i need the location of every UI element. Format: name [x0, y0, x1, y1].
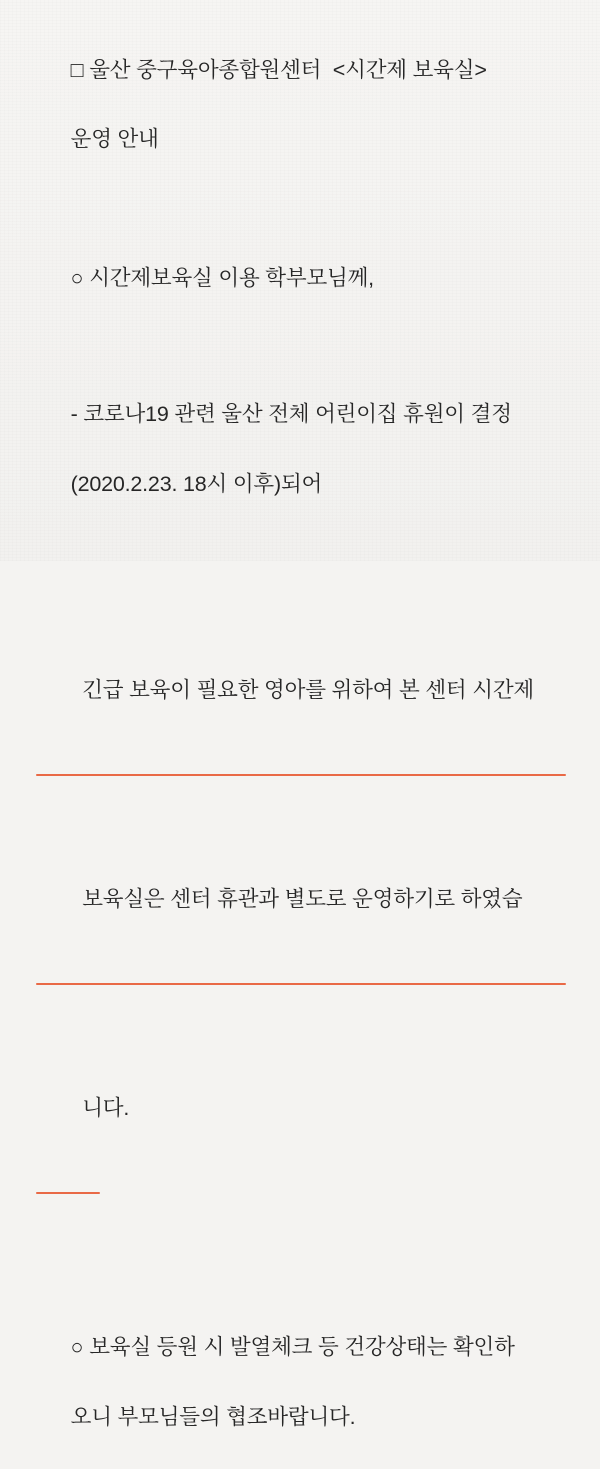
- health-line-2: 오니 부모님들의 협조바랍니다.: [70, 1404, 356, 1429]
- emergency-line-2-wrap: [36, 847, 566, 986]
- emergency-line-1-wrap: [36, 638, 566, 777]
- spacer: [36, 537, 566, 569]
- emergency-line-3-wrap: [36, 1056, 566, 1195]
- health-line-1: ○ 보육실 등원 시 발열체크 등 건강상태는 확인하: [70, 1335, 515, 1360]
- spacer: [36, 1265, 566, 1295]
- document-body: [36, 18, 566, 1469]
- emergency-line-3: 니다.: [82, 1096, 130, 1121]
- closure-line-2: (2020.2.23. 18시 이후)되어: [70, 472, 323, 497]
- paragraph-health-check: [36, 1295, 566, 1469]
- underline-mark: [36, 983, 566, 985]
- document-title: [36, 18, 566, 192]
- underline-mark: [36, 774, 566, 776]
- spacer: [36, 192, 566, 226]
- underline-mark: [36, 1192, 100, 1194]
- paragraph-emergency-care: [36, 569, 566, 1266]
- emergency-line-1: 긴급 보육이 필요한 영아를 위하여 본 센터 시간제: [82, 678, 534, 703]
- greeting-line-1: ○ 시간제보육실 이용 학부모님께,: [70, 265, 374, 290]
- closure-line-1: - 코로나19 관련 울산 전체 어린이집 휴원이 결정: [70, 402, 512, 427]
- paragraph-notice-closure: [36, 363, 566, 537]
- title-line-1: □ 울산 중구육아종합원센터 <시간제 보육실>: [70, 57, 487, 82]
- title-line-2: 운영 안내: [70, 127, 159, 152]
- spacer: [36, 331, 566, 363]
- paragraph-greeting: [36, 226, 566, 330]
- emergency-line-2: 보육실은 센터 휴관과 별도로 운영하기로 하였습: [82, 887, 523, 912]
